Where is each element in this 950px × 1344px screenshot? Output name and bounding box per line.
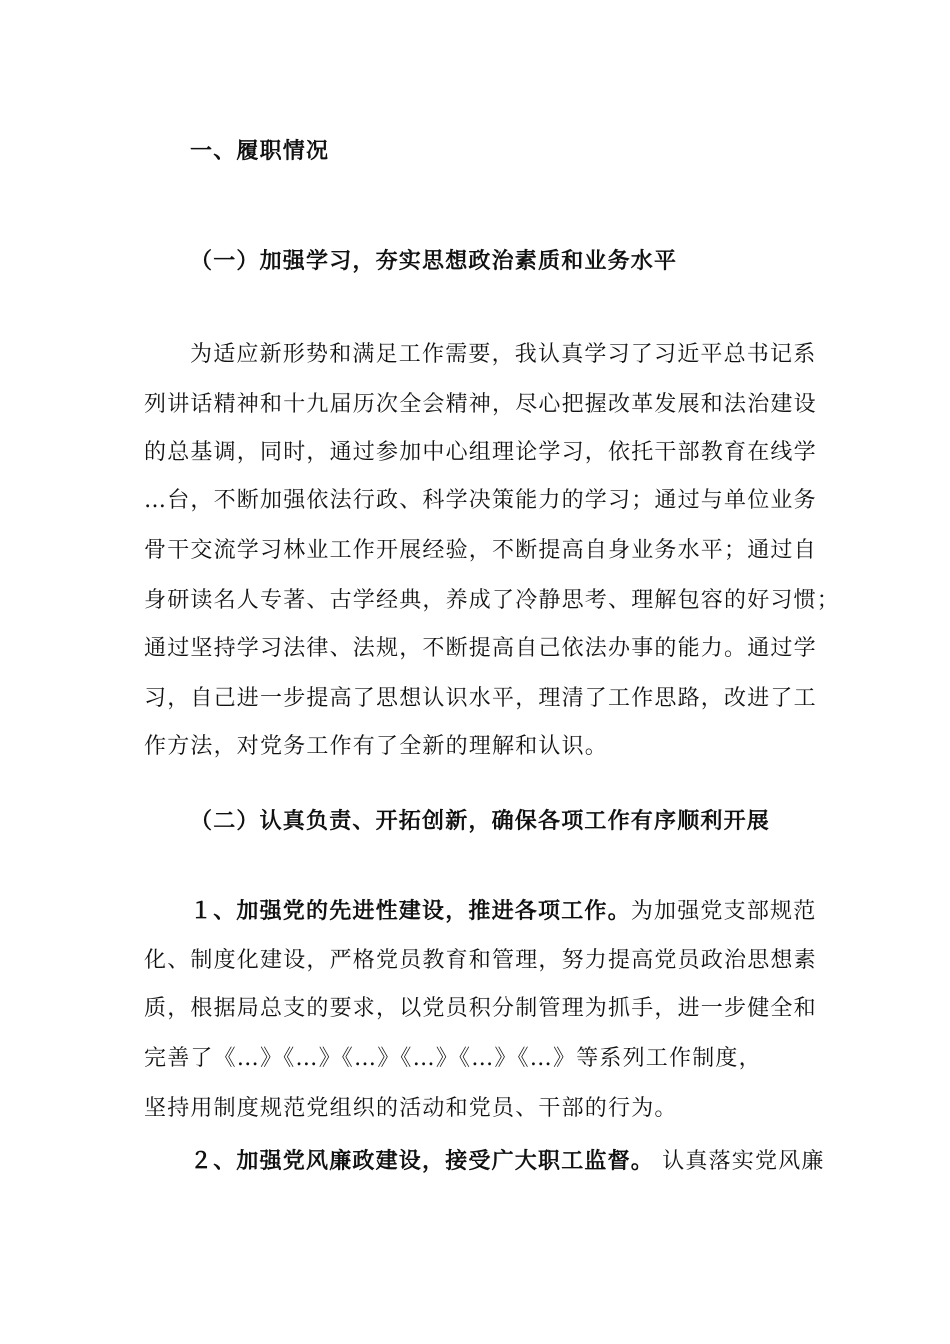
- paragraph-line: 习，自己进一步提高了思想认识水平，理清了工作思路，改进了工: [144, 686, 817, 711]
- item-1-text: 为加强党支部规范: [630, 899, 817, 924]
- section-heading-work: （二）认真负责、开拓创新，确保各项工作有序顺利开展: [190, 808, 771, 834]
- section-heading-study: （一）加强学习，夯实思想政治素质和业务水平: [190, 248, 678, 274]
- paragraph-line: 骨干交流学习林业工作开展经验，不断提高自身业务水平；通过自: [144, 538, 817, 563]
- heading-performance: 一、履职情况: [190, 138, 330, 164]
- item-1-title: １、加强党的先进性建设，推进各项工作。: [190, 898, 631, 924]
- item-1-first-line: [190, 896, 850, 927]
- paragraph-line: 通过坚持学习法律、法规，不断提高自己依法办事的能力。通过学: [144, 636, 817, 661]
- item-2-text: 认真落实党风廉: [654, 1149, 825, 1174]
- paragraph-line: …台，不断加强依法行政、科学决策能力的学习；通过与单位业务: [144, 488, 817, 513]
- paragraph-line: 作方法，对党务工作有了全新的理解和认识。: [144, 734, 609, 759]
- paragraph-line: 的总基调，同时，通过参加中心组理论学习，依托干部教育在线学: [144, 440, 817, 465]
- item-2-first-line: [190, 1146, 850, 1177]
- paragraph-line: 质，根据局总支的要求，以党员积分制管理为抓手，进一步健全和: [144, 996, 817, 1021]
- paragraph-line: 完善了《…》《…》《…》《…》《…》《…》等系列工作制度，: [144, 1046, 762, 1071]
- paragraph-line: 为适应新形势和满足工作需要，我认真学习了习近平总书记系: [190, 342, 817, 367]
- paragraph-line: 身研读名人专著、古学经典，养成了冷静思考、理解包容的好习惯；: [144, 588, 841, 613]
- item-2-title: ２、加强党风廉政建设，接受广大职工监督。: [190, 1148, 655, 1174]
- paragraph-line: 化、制度化建设，严格党员教育和管理，努力提高党员政治思想素: [144, 948, 817, 973]
- paragraph-line: 列讲话精神和十九届历次全会精神，尽心把握改革发展和法治建设: [144, 392, 817, 417]
- paragraph-line: 坚持用制度规范党组织的活动和党员、干部的行为。: [144, 1096, 678, 1121]
